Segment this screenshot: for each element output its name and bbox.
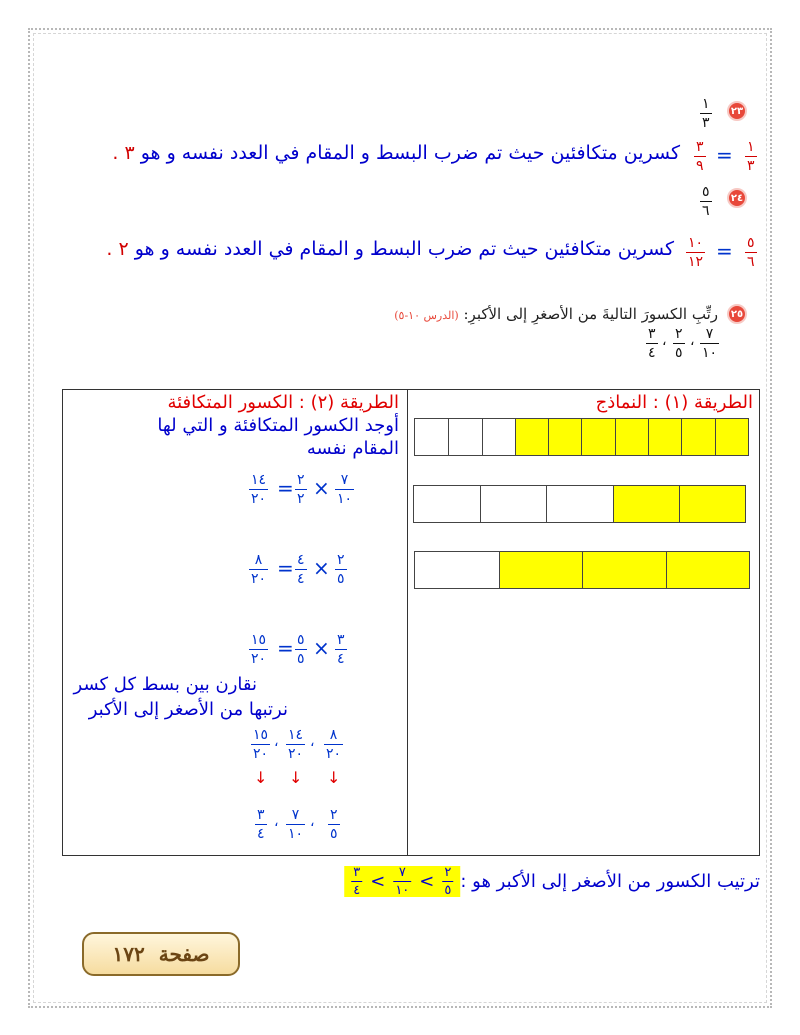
factor-number: ٢ . — [106, 238, 129, 260]
question-number: ٢٣ — [730, 105, 744, 117]
sorted-original-fraction-3 — [255, 808, 267, 841]
down-arrow-icon: ↓ — [289, 768, 303, 787]
numerator: ٧ — [340, 472, 349, 488]
sorted-equiv-fraction-1 — [324, 728, 343, 761]
shaded-part — [648, 419, 681, 455]
denominator: ٢٠ — [251, 651, 267, 667]
numerator: ٥ — [702, 184, 710, 200]
row1-multiplier-fraction — [295, 473, 307, 506]
explanation-text: كسرين متكافئين حيث تم ضرب البسط و المقام في العدد نفسه و هو — [134, 238, 674, 260]
comma: ، — [690, 333, 695, 349]
numerator: ٣ — [257, 807, 265, 823]
q23-eq-right-fraction — [694, 140, 706, 173]
sorted-equiv-fraction-3 — [251, 728, 270, 761]
row3-result-fraction — [249, 633, 268, 666]
final-fraction-2 — [393, 866, 411, 897]
shaded-part — [679, 486, 745, 522]
numerator: ٢ — [297, 472, 305, 488]
numerator: ٧ — [398, 865, 406, 880]
numerator: ١٠ — [688, 235, 704, 251]
compare-line-1: نقارن بين بسط كل كسر — [73, 674, 257, 695]
q24-explanation — [106, 238, 674, 260]
comma: ، — [662, 333, 667, 349]
denominator: ٤ — [648, 345, 656, 361]
denominator: ١٠ — [288, 826, 304, 842]
row3-original-fraction — [335, 633, 347, 666]
comma: ، — [274, 734, 279, 750]
greater-than-sign: > — [370, 871, 386, 892]
numerator: ١٥ — [253, 727, 269, 743]
denominator: ٢٠ — [251, 571, 267, 587]
denominator: ٤ — [353, 883, 361, 898]
q24-eq-left-fraction — [745, 236, 757, 269]
shaded-part — [666, 552, 750, 588]
denominator: ٤ — [297, 571, 305, 587]
model-bar-fifths — [413, 485, 746, 523]
q23-explanation — [112, 142, 680, 164]
sorted-equiv-fraction-2 — [286, 728, 305, 761]
sorted-original-fraction-1 — [328, 808, 340, 841]
numerator: ٣ — [353, 865, 361, 880]
q25-fraction-3 — [646, 327, 658, 360]
comma: ، — [310, 734, 315, 750]
explanation-text: كسرين متكافئين حيث تم ضرب البسط و المقام في العدد نفسه و هو — [140, 142, 680, 164]
denominator: ٦ — [747, 254, 755, 270]
denominator: ٥ — [337, 571, 345, 587]
down-arrow-icon: ↓ — [254, 768, 268, 787]
denominator: ٤ — [337, 651, 345, 667]
q25-prompt — [394, 305, 718, 323]
comma: ، — [310, 814, 315, 830]
final-order-label: ترتيب الكسور من الأصغر إلى الأكبر هو : — [460, 871, 760, 892]
numerator: ٧ — [705, 326, 714, 342]
method-1-column — [408, 390, 759, 855]
model-bar-tenths — [414, 418, 749, 456]
denominator: ١٠ — [395, 883, 410, 898]
equals-sign: = — [277, 636, 294, 660]
denominator: ١٢ — [688, 254, 704, 270]
sorted-original-fraction-2 — [286, 808, 305, 841]
numerator: ٢ — [337, 552, 345, 568]
q25-fraction-1 — [700, 327, 719, 360]
denominator: ٢ — [297, 491, 305, 507]
numerator: ١ — [747, 139, 755, 155]
numerator: ٨ — [329, 727, 338, 743]
q24-eq-right-fraction — [686, 236, 705, 269]
solution-table — [62, 389, 760, 856]
denominator: ٩ — [696, 158, 704, 174]
row2-multiplier-fraction — [295, 553, 307, 586]
instruction-line-1: أوجد الكسور المتكافئة و التي لها — [157, 415, 399, 436]
denominator: ٥ — [297, 651, 305, 667]
denominator: ١٠ — [337, 491, 353, 507]
equals-sign: = — [716, 143, 733, 167]
times-sign: × — [313, 556, 330, 580]
instruction-line-2: المقام نفسه — [306, 438, 399, 459]
page-word: صفحة — [158, 942, 210, 966]
unshaded-part — [415, 419, 448, 455]
numerator: ٢ — [330, 807, 338, 823]
unshaded-part — [415, 552, 499, 588]
row3-multiplier-fraction — [295, 633, 307, 666]
method-2-title: الطريقة (٢) : الكسور المتكافئة — [167, 392, 399, 413]
unshaded-part — [414, 486, 480, 522]
shaded-part — [515, 419, 548, 455]
q23-eq-left-fraction — [745, 140, 757, 173]
numerator: ٥ — [747, 235, 755, 251]
q25-fraction-2 — [673, 327, 685, 360]
shaded-part — [548, 419, 581, 455]
greater-than-sign: > — [419, 871, 435, 892]
numerator: ٨ — [254, 552, 263, 568]
numerator: ١٤ — [288, 727, 304, 743]
question-number: ٢٤ — [730, 192, 744, 204]
method-1-title: الطريقة (١) : النماذج — [595, 392, 753, 413]
question-number: ٢٥ — [730, 308, 744, 320]
shaded-part — [499, 552, 583, 588]
numerator: ٤ — [297, 552, 305, 568]
shaded-part — [615, 419, 648, 455]
shaded-part — [715, 419, 748, 455]
question-23-badge — [727, 101, 747, 121]
equals-sign: = — [716, 239, 733, 263]
lesson-reference: (الدرس ١٠-٥) — [394, 309, 459, 322]
denominator: ٥ — [444, 883, 452, 898]
prompt-text: رتِّبِ الكسورَ التاليةَ من الأصغرِ إلى الأكبرِ: — [463, 305, 718, 323]
page-number: ١٧٢ — [112, 942, 145, 966]
numerator: ٧ — [291, 807, 300, 823]
denominator: ٦ — [702, 203, 710, 219]
numerator: ٢ — [675, 326, 683, 342]
denominator: ٣ — [747, 158, 755, 174]
equals-sign: = — [277, 556, 294, 580]
unshaded-part — [482, 419, 515, 455]
row1-original-fraction — [335, 473, 354, 506]
denominator: ٢٠ — [288, 746, 304, 762]
question-25-badge — [727, 304, 747, 324]
denominator: ٥ — [675, 345, 683, 361]
numerator: ٣ — [696, 139, 704, 155]
factor-number: ٣ . — [112, 142, 135, 164]
final-order-highlight — [344, 866, 460, 897]
numerator: ٥ — [297, 632, 305, 648]
row2-result-fraction — [249, 553, 268, 586]
shaded-part — [681, 419, 714, 455]
q23-answer-fraction — [700, 97, 712, 130]
denominator: ١٠ — [702, 345, 718, 361]
numerator: ١ — [702, 96, 710, 112]
shaded-part — [582, 552, 666, 588]
compare-line-2: نرتبها من الأصغر إلى الأكبر — [88, 699, 288, 720]
final-order-line — [344, 866, 760, 897]
denominator: ٢٠ — [326, 746, 342, 762]
shaded-part — [613, 486, 679, 522]
final-fraction-1 — [442, 866, 453, 897]
model-bar-fourths — [414, 551, 750, 589]
denominator: ٢٠ — [251, 491, 267, 507]
numerator: ٢ — [444, 865, 452, 880]
denominator: ٤ — [257, 826, 265, 842]
times-sign: × — [313, 636, 330, 660]
numerator: ٣ — [648, 326, 656, 342]
shaded-part — [581, 419, 614, 455]
question-24-badge — [727, 188, 747, 208]
unshaded-part — [448, 419, 481, 455]
denominator: ٥ — [330, 826, 338, 842]
q24-answer-fraction — [700, 185, 712, 218]
method-2-column — [63, 390, 408, 855]
comma: ، — [274, 814, 279, 830]
denominator: ٢٠ — [253, 746, 269, 762]
final-fraction-3 — [351, 866, 362, 897]
unshaded-part — [546, 486, 612, 522]
row2-original-fraction — [335, 553, 347, 586]
row1-result-fraction — [249, 473, 268, 506]
down-arrow-icon: ↓ — [327, 768, 341, 787]
equals-sign: = — [277, 476, 294, 500]
denominator: ٣ — [702, 115, 710, 131]
times-sign: × — [313, 476, 330, 500]
page-number-tag — [82, 932, 240, 976]
unshaded-part — [480, 486, 546, 522]
numerator: ٣ — [337, 632, 345, 648]
numerator: ١٥ — [251, 632, 267, 648]
numerator: ١٤ — [251, 472, 267, 488]
